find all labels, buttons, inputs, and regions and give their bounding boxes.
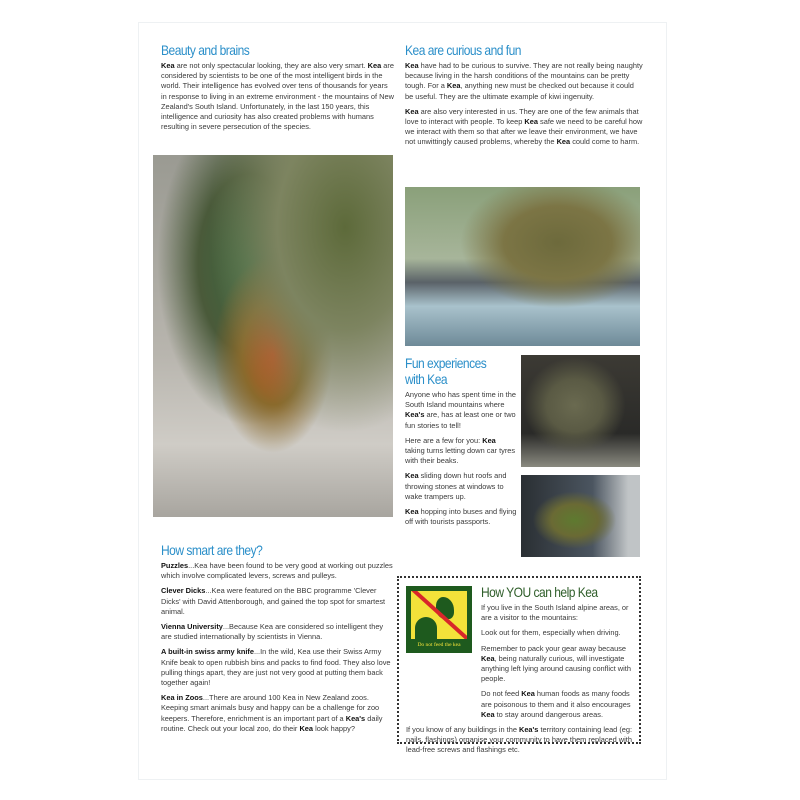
bold-text: Kea — [481, 653, 495, 663]
text: territory containing lead (eg: nails, flashings) organise your community to have them replaced with lead-free screws and flashings etc. — [406, 725, 633, 755]
kea-by-tyre-photo — [521, 475, 640, 557]
text: , anything new must be checked out because it could be useful. They are the ultimate example of kiwi ingenuity. — [405, 81, 634, 101]
text: are not only spectacular looking, they are also very smart. — [174, 61, 368, 70]
text: Anyone who has spent time in the South Island mountains where — [405, 390, 516, 410]
text: Look out for them, especially when driving. — [481, 628, 621, 638]
paragraph — [405, 471, 517, 502]
text: are considered by scientists to be one of the most intelligent birds in the world. Their intelligence has evolved over tens of thousands for years in response to living in an extreme environment - the mountains of New Zealand's South Island. Unfortunately, in the last 150 years, this intelligence and curiosity has also created problems with humans resulting in severe persecution of the species. — [161, 61, 394, 132]
paragraph — [405, 390, 517, 431]
text: Do not feed — [481, 689, 522, 699]
section-kea-curious — [405, 42, 643, 153]
text: taking turns letting down car tyres with their beaks. — [405, 446, 516, 466]
section-fun-experiences — [405, 355, 517, 532]
bold-text: Kea — [446, 81, 461, 91]
paragraph — [161, 561, 393, 581]
bold-text: Kea's — [518, 725, 539, 735]
text: , being naturally curious, will investigate anything left lying around causing conflict with people. — [481, 653, 631, 684]
text: ...In the wild, Kea use their Swiss Army Knife beak to open rubbish bins and packs to find food. They also love pulling things apart, they are just not very good at putting them back together again! — [161, 647, 391, 688]
bold-text: Kea — [521, 689, 535, 699]
kea-wings-spread-photo — [153, 155, 393, 517]
bold-text: Kea — [556, 137, 571, 147]
paragraph — [406, 628, 638, 638]
bold-text: Kea's — [405, 410, 425, 420]
kea-on-car-photo — [405, 187, 640, 346]
text: are also very interested in us. They are one of the few animals that love to interact with people. To keep — [405, 106, 639, 127]
text: human foods as many foods are poisonous to them and it also encourages — [481, 689, 631, 709]
text: ...Kea have been found to be very good at working out puzzles which involve complicated levers, screws and pulleys. — [161, 561, 393, 581]
text: have had to be curious to survive. They are not really being naughty because living in the harsh conditions of the mountains can be pretty tough. For a — [405, 61, 643, 91]
help-kea-box — [397, 576, 641, 755]
paragraph — [161, 61, 395, 132]
text: hopping into buses and flying off with tourists passports. — [405, 507, 517, 527]
heading: How smart are they? — [161, 542, 263, 558]
text: ...Kea were featured on the BBC programme 'Clever Dicks' with David Attenborough, and gained the top spot for smartest animal. — [161, 586, 386, 616]
paragraph — [405, 61, 643, 102]
bold-text: Kea in Zoos — [161, 693, 203, 703]
paragraph — [405, 107, 643, 148]
kea-closeup-photo — [521, 355, 640, 467]
heading: Kea are curious and fun — [405, 42, 521, 58]
paragraph — [161, 647, 393, 688]
bold-text: Kea — [405, 471, 419, 481]
paragraph — [406, 644, 638, 685]
section-how-smart — [161, 542, 393, 739]
bold-text: A built-in swiss army knife — [161, 647, 254, 657]
paragraph — [406, 725, 638, 756]
text: daily routine. Check out your local zoo, do their — [161, 713, 383, 733]
paragraph — [161, 622, 393, 642]
paragraph — [406, 603, 638, 623]
bold-text: Kea — [367, 61, 382, 70]
paragraph — [161, 586, 393, 617]
text: If you live in the South Island alpine areas, or are a visitor to the mountains: — [481, 603, 629, 623]
heading: Beauty and brains — [161, 42, 250, 58]
paragraph — [405, 436, 517, 467]
text: look happy? — [313, 723, 355, 733]
bold-text: Kea — [405, 106, 419, 116]
text: If you know of any buildings in the — [406, 725, 519, 735]
paragraph — [161, 693, 393, 734]
text: to stay around dangerous areas. — [494, 709, 604, 719]
bold-text: Kea — [482, 435, 496, 445]
text: ...There are around 100 Kea in New Zealand zoos. Keeping smart animals busy and happy can be a challenge for zoo keepers. Therefore, enrichment is an important part of a — [161, 693, 380, 723]
text: ...Because Kea are considered so intelligent they are studied internationally by scientists in Vienna. — [161, 622, 384, 642]
text: are, has at least one or two fun stories to tell! — [405, 410, 516, 430]
text: could come to harm. — [570, 137, 640, 147]
bold-text: Kea — [161, 61, 175, 70]
paragraph — [406, 689, 638, 720]
bold-text: Kea — [299, 723, 314, 733]
bold-text: Clever Dicks — [161, 586, 206, 596]
bold-text: Kea — [524, 117, 538, 127]
bold-text: Kea — [481, 709, 495, 719]
bold-text: Puzzles — [161, 561, 189, 570]
bold-text: Kea — [405, 61, 419, 70]
text: Here are a few for you: — [405, 435, 483, 445]
text: safe we need to be careful how we interact with them so that after we leave their environment, we have not unwittingly caused problems, whereby the — [405, 117, 643, 147]
text: Remember to pack your gear away because — [481, 643, 627, 653]
section-beauty-and-brains — [161, 42, 395, 137]
bold-text: Kea — [405, 507, 419, 517]
heading: How YOU can help Kea — [481, 584, 598, 600]
paragraph — [405, 507, 517, 527]
heading: Fun experiences with Kea — [405, 355, 487, 387]
sign-text: Do not feed the kea — [417, 642, 461, 648]
text: sliding down hut roofs and throwing stones at windows to wake trampers up. — [405, 471, 507, 501]
bold-text: Kea's — [345, 713, 366, 723]
bold-text: Vienna University — [161, 622, 223, 632]
